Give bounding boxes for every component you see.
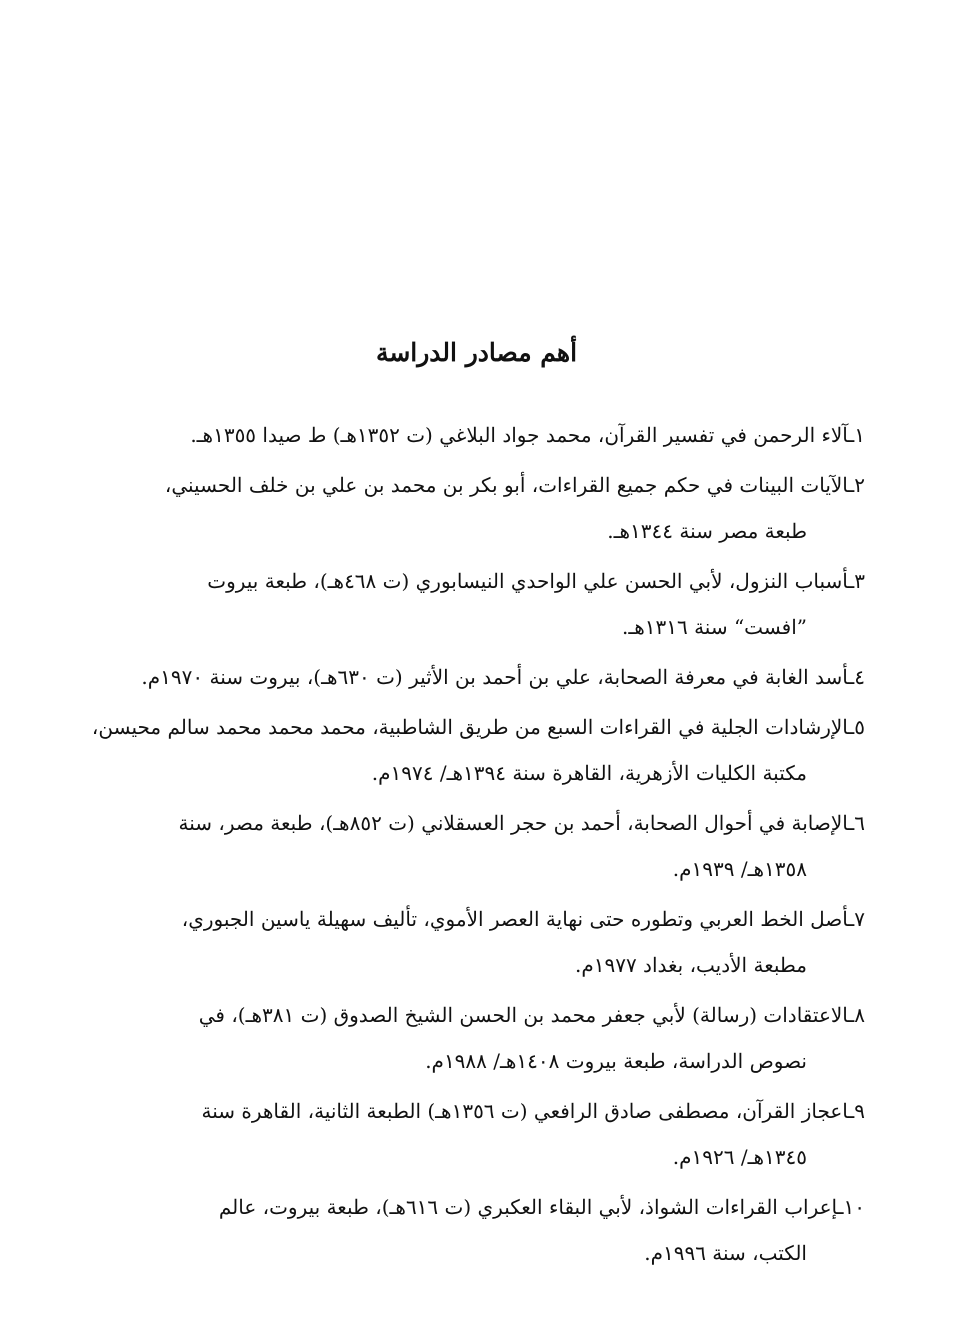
reference-text: الإرشادات الجلية في القراءات السبع من طريق الشاطبية، محمد محمد محمد سالم محيسن،	[91, 715, 849, 739]
reference-continuation: ١٣٥٨هـ/ ١٩٣٩م.	[672, 857, 807, 881]
reference-item-10	[85, 1184, 865, 1276]
reference-number: ١٠ـ	[837, 1195, 865, 1219]
reference-continuation: ١٣٤٥هـ/ ١٩٢٦م.	[672, 1145, 807, 1169]
reference-item-5	[85, 704, 865, 796]
reference-text: أصل الخط العربي وتطوره حتى نهاية العصر الأموي، تأليف سهيلة ياسين الجبوري،	[181, 907, 849, 931]
reference-text: أسباب النزول، لأبي الحسن علي الواحدي النيسابوري (ت ٤٦٨هـ)، طبعة بيروت	[207, 569, 849, 593]
reference-item-6	[85, 800, 865, 892]
reference-continuation: مكتبة الكليات الأزهرية، القاهرة سنة ١٣٩٤هـ/ ١٩٧٤م.	[371, 761, 807, 785]
reference-continuation: طبعة مصر سنة ١٣٤٤هـ.	[607, 519, 807, 543]
reference-text: الآيات البينات في حكم جميع القراءات، أبو بكر بن محمد بن علي بن خلف الحسيني،	[164, 473, 849, 497]
reference-item-9	[85, 1088, 865, 1180]
reference-number: ٨ـ	[848, 1003, 865, 1027]
reference-continuation: نصوص الدراسة، طبعة بيروت ١٤٠٨هـ/ ١٩٨٨م.	[425, 1049, 807, 1073]
reference-number: ٥ـ	[848, 715, 865, 739]
reference-continuation: مطبعة الأديب، بغداد ١٩٧٧م.	[574, 953, 807, 977]
reference-text: الإصابة في أحوال الصحابة، أحمد بن حجر العسقلاني (ت ٨٥٢هـ)، طبعة مصر، سنة	[178, 811, 849, 835]
reference-item-4	[85, 654, 865, 700]
reference-number: ٧ـ	[848, 907, 865, 931]
reference-number: ٩ـ	[848, 1099, 865, 1123]
reference-item-1	[85, 412, 865, 458]
reference-number: ٣ـ	[848, 569, 865, 593]
reference-text: أسد الغابة في معرفة الصحابة، علي بن أحمد بن الأثير (ت ٦٣٠هـ)، بيروت سنة ١٩٧٠م.	[141, 665, 849, 689]
reference-continuation: ”افست“ سنة ١٣١٦هـ.	[621, 615, 807, 639]
reference-number: ٦ـ	[848, 811, 865, 835]
reference-item-2	[85, 462, 865, 554]
reference-item-3	[85, 558, 865, 650]
reference-text: آلاء الرحمن في تفسير القرآن، محمد جواد البلاغي (ت ١٣٥٢هـ) ط صيدا ١٣٥٥هـ.	[190, 423, 849, 447]
reference-text: الاعتقادات (رسالة) لأبي جعفر محمد بن الحسن الشيخ الصدوق (ت ٣٨١هـ)، في	[198, 1003, 849, 1027]
page-title: أهم مصادر الدراسة	[375, 338, 578, 367]
reference-text: اعجاز القرآن، مصطفى صادق الرافعي (ت ١٣٥٦هـ) الطبعة الثانية، القاهرة سنة	[201, 1099, 849, 1123]
reference-number: ٤ـ	[848, 665, 865, 689]
reference-text: إعراب القراءات الشواذ، لأبي البقاء العكبري (ت ٦١٦هـ)، طبعة بيروت، عالم	[218, 1195, 838, 1219]
reference-number: ١ـ	[848, 423, 865, 447]
references-list	[85, 412, 865, 1280]
reference-continuation: الكتب، سنة ١٩٩٦م.	[644, 1241, 807, 1265]
reference-item-7	[85, 896, 865, 988]
reference-number: ٢ـ	[848, 473, 865, 497]
reference-item-8	[85, 992, 865, 1084]
